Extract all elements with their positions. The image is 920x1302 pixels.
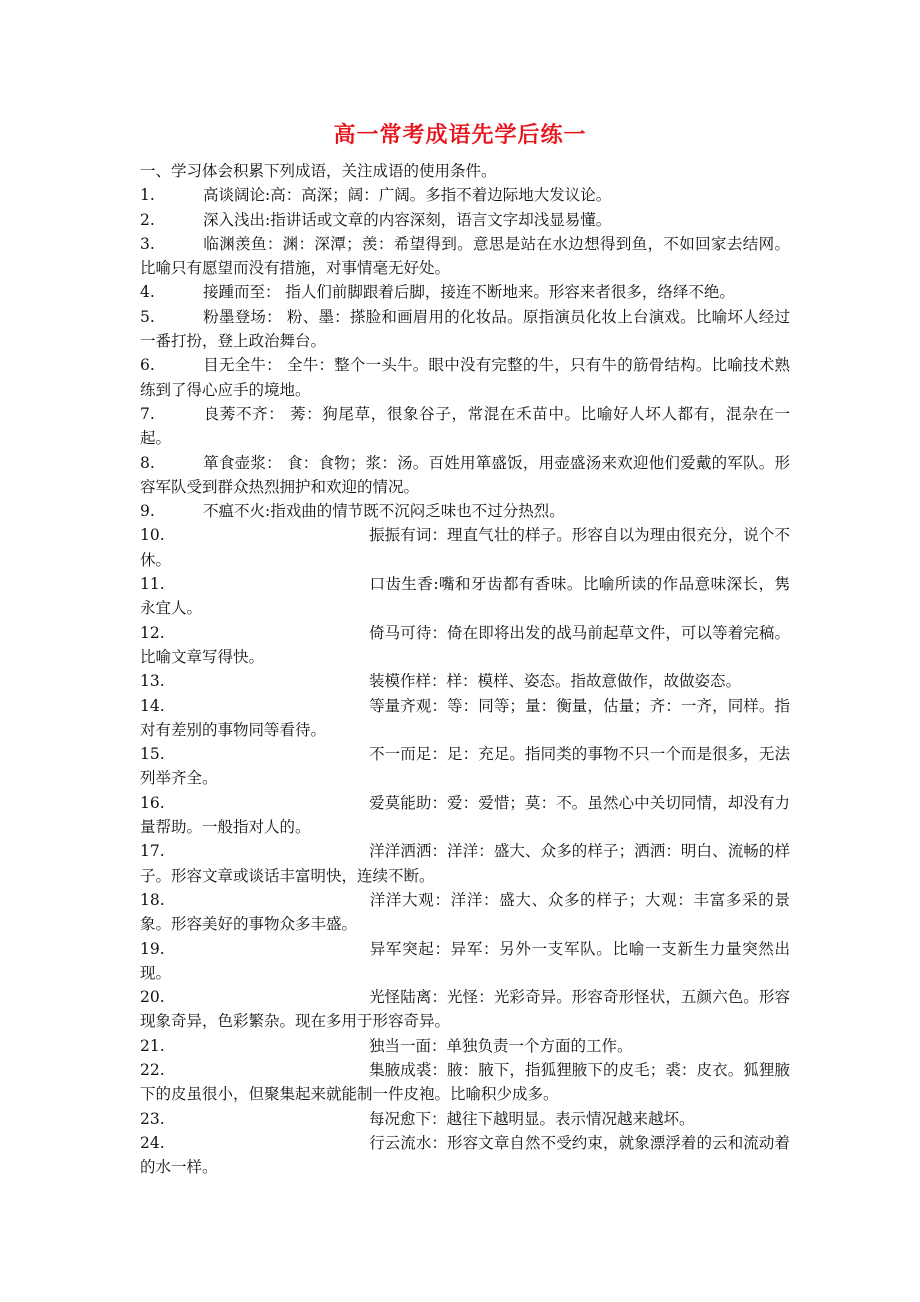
item-number: 9. xyxy=(140,502,155,521)
item-text: 深入浅出:指讲话或文章的内容深刻，语言文字却浅显易懂。 xyxy=(203,210,612,229)
item-number: 4. xyxy=(140,283,155,302)
item-number: 19. xyxy=(140,939,165,958)
item-text: 倚马可待：倚在即将出发的战马前起草文件，可以等着完稿。比喻文章写得快。 xyxy=(140,623,790,666)
idiom-item xyxy=(140,1131,790,1180)
item-text: 高谈阔论:高：高深；阔：广阔。多指不着边际地大发议论。 xyxy=(203,186,612,205)
item-number: 14. xyxy=(140,696,165,715)
item-number: 20. xyxy=(140,988,165,1007)
item-text: 口齿生香:嘴和牙齿都有香味。比喻所读的作品意味深长，隽永宜人。 xyxy=(140,575,790,618)
idiom-item xyxy=(140,280,790,304)
item-text: 粉墨登场： 粉、墨：搽脸和画眉用的化妆品。原指演员化妆上台演戏。比喻坏人经过一番打扮，登上政治舞台。 xyxy=(140,307,790,351)
idiom-item xyxy=(140,1107,790,1131)
item-number: 23. xyxy=(140,1109,165,1128)
item-text: 行云流水：形容文章自然不受约束，就象漂浮着的云和流动着的水一样。 xyxy=(140,1133,790,1177)
item-text: 装模作样：样：模样、姿态。指故意做作，故做姿态。 xyxy=(369,672,742,691)
item-text: 异军突起：异军：另外一支军队。比喻一支新生力量突然出现。 xyxy=(140,939,790,982)
idiom-item xyxy=(140,523,790,572)
section-heading: 一、学习体会积累下列成语，关注成语的使用条件。 xyxy=(140,162,497,180)
item-number: 21. xyxy=(140,1036,165,1055)
item-number: 16. xyxy=(140,793,165,812)
item-text: 振振有词：理直气壮的样子。形容自以为理由很充分，说个不休。 xyxy=(140,526,790,569)
item-text: 不一而足：足：充足。指同类的事物不只一个而是很多，无法列举齐全。 xyxy=(140,745,790,788)
document-title: 高一常考成语先学后练一 xyxy=(333,122,587,148)
item-text: 光怪陆离：光怪：光彩奇异。形容奇形怪状，五颜六色。形容现象奇异，色彩繁杂。现在多用于形容奇异。 xyxy=(140,988,790,1031)
idiom-item xyxy=(140,839,790,888)
item-number: 11. xyxy=(140,575,165,594)
item-text: 临渊羡鱼：渊：深潭；羡：希望得到。意思是站在水边想得到鱼，不如回家去结网。比喻只有愿望而没有措施，对事情毫无好处。 xyxy=(140,234,790,278)
item-number: 6. xyxy=(140,356,155,375)
idiom-item xyxy=(140,985,790,1034)
idiom-item xyxy=(140,353,790,402)
idiom-item xyxy=(140,669,790,693)
idiom-item xyxy=(140,791,790,840)
item-number: 22. xyxy=(140,1060,165,1079)
item-text: 等量齐观：等：同等；量：衡量，估量；齐：一齐，同样。指对有差别的事物同等看待。 xyxy=(140,696,790,739)
idiom-item xyxy=(140,499,790,523)
item-number: 17. xyxy=(140,842,165,861)
item-number: 10. xyxy=(140,526,165,545)
idiom-item xyxy=(140,1034,790,1058)
item-number: 7. xyxy=(140,404,155,423)
item-text: 良莠不齐： 莠：狗尾草，很象谷子，常混在禾苗中。比喻好人坏人都有，混杂在一起。 xyxy=(140,404,790,448)
item-text: 接踵而至： 指人们前脚跟着后脚，接连不断地来。形容来者很多，络绎不绝。 xyxy=(203,283,735,302)
document-body xyxy=(140,159,790,1179)
idiom-item xyxy=(140,402,790,451)
item-number: 1. xyxy=(140,186,155,205)
idiom-item xyxy=(140,305,790,354)
item-text: 洋洋大观：洋洋：盛大、众多的样子；大观：丰富多采的景象。形容美好的事物众多丰盛。 xyxy=(140,890,790,934)
idiom-item xyxy=(140,694,790,743)
idiom-item xyxy=(140,742,790,791)
idiom-item xyxy=(140,888,790,937)
idiom-item xyxy=(140,621,790,670)
item-number: 13. xyxy=(140,672,165,691)
item-number: 3. xyxy=(140,234,155,253)
idiom-item xyxy=(140,937,790,986)
idiom-item xyxy=(140,183,790,207)
item-number: 8. xyxy=(140,453,155,472)
item-text: 洋洋洒洒：洋洋：盛大、众多的样子；洒洒：明白、流畅的样子。形容文章或谈话丰富明快，连续不断。 xyxy=(140,842,790,885)
item-text: 不瘟不火:指戏曲的情节既不沉闷乏味也不过分热烈。 xyxy=(203,502,565,521)
idiom-item xyxy=(140,1058,790,1107)
item-number: 15. xyxy=(140,745,165,764)
item-number: 2. xyxy=(140,210,155,229)
item-text: 集腋成裘：腋：腋下，指狐狸腋下的皮毛；裘：皮衣。狐狸腋下的皮虽很小，但聚集起来就能制一件皮袍。比喻积少成多。 xyxy=(140,1060,790,1104)
item-text: 每况愈下：越往下越明显。表示情况越来越坏。 xyxy=(369,1109,695,1128)
idiom-item xyxy=(140,232,790,281)
idiom-list xyxy=(140,183,790,1179)
item-number: 5. xyxy=(140,307,155,326)
item-text: 独当一面：单独负责一个方面的工作。 xyxy=(369,1036,633,1055)
idiom-item xyxy=(140,208,790,232)
item-text: 目无全牛： 全牛：整个一头牛。眼中没有完整的牛，只有牛的筋骨结构。比喻技术熟练到了得心应手的境地。 xyxy=(140,356,790,399)
item-text: 箪食壶浆： 食：食物；浆：汤。百姓用箪盛饭，用壶盛汤来欢迎他们爱戴的军队。形容军队受到群众热烈拥护和欢迎的情况。 xyxy=(140,453,790,496)
idiom-item xyxy=(140,451,790,500)
idiom-item xyxy=(140,572,790,621)
item-number: 12. xyxy=(140,623,165,642)
item-number: 18. xyxy=(140,890,165,909)
item-number: 24. xyxy=(140,1133,165,1152)
item-text: 爱莫能助：爱：爱惜；莫：不。虽然心中关切同情，却没有力量帮助。一般指对人的。 xyxy=(140,793,790,837)
